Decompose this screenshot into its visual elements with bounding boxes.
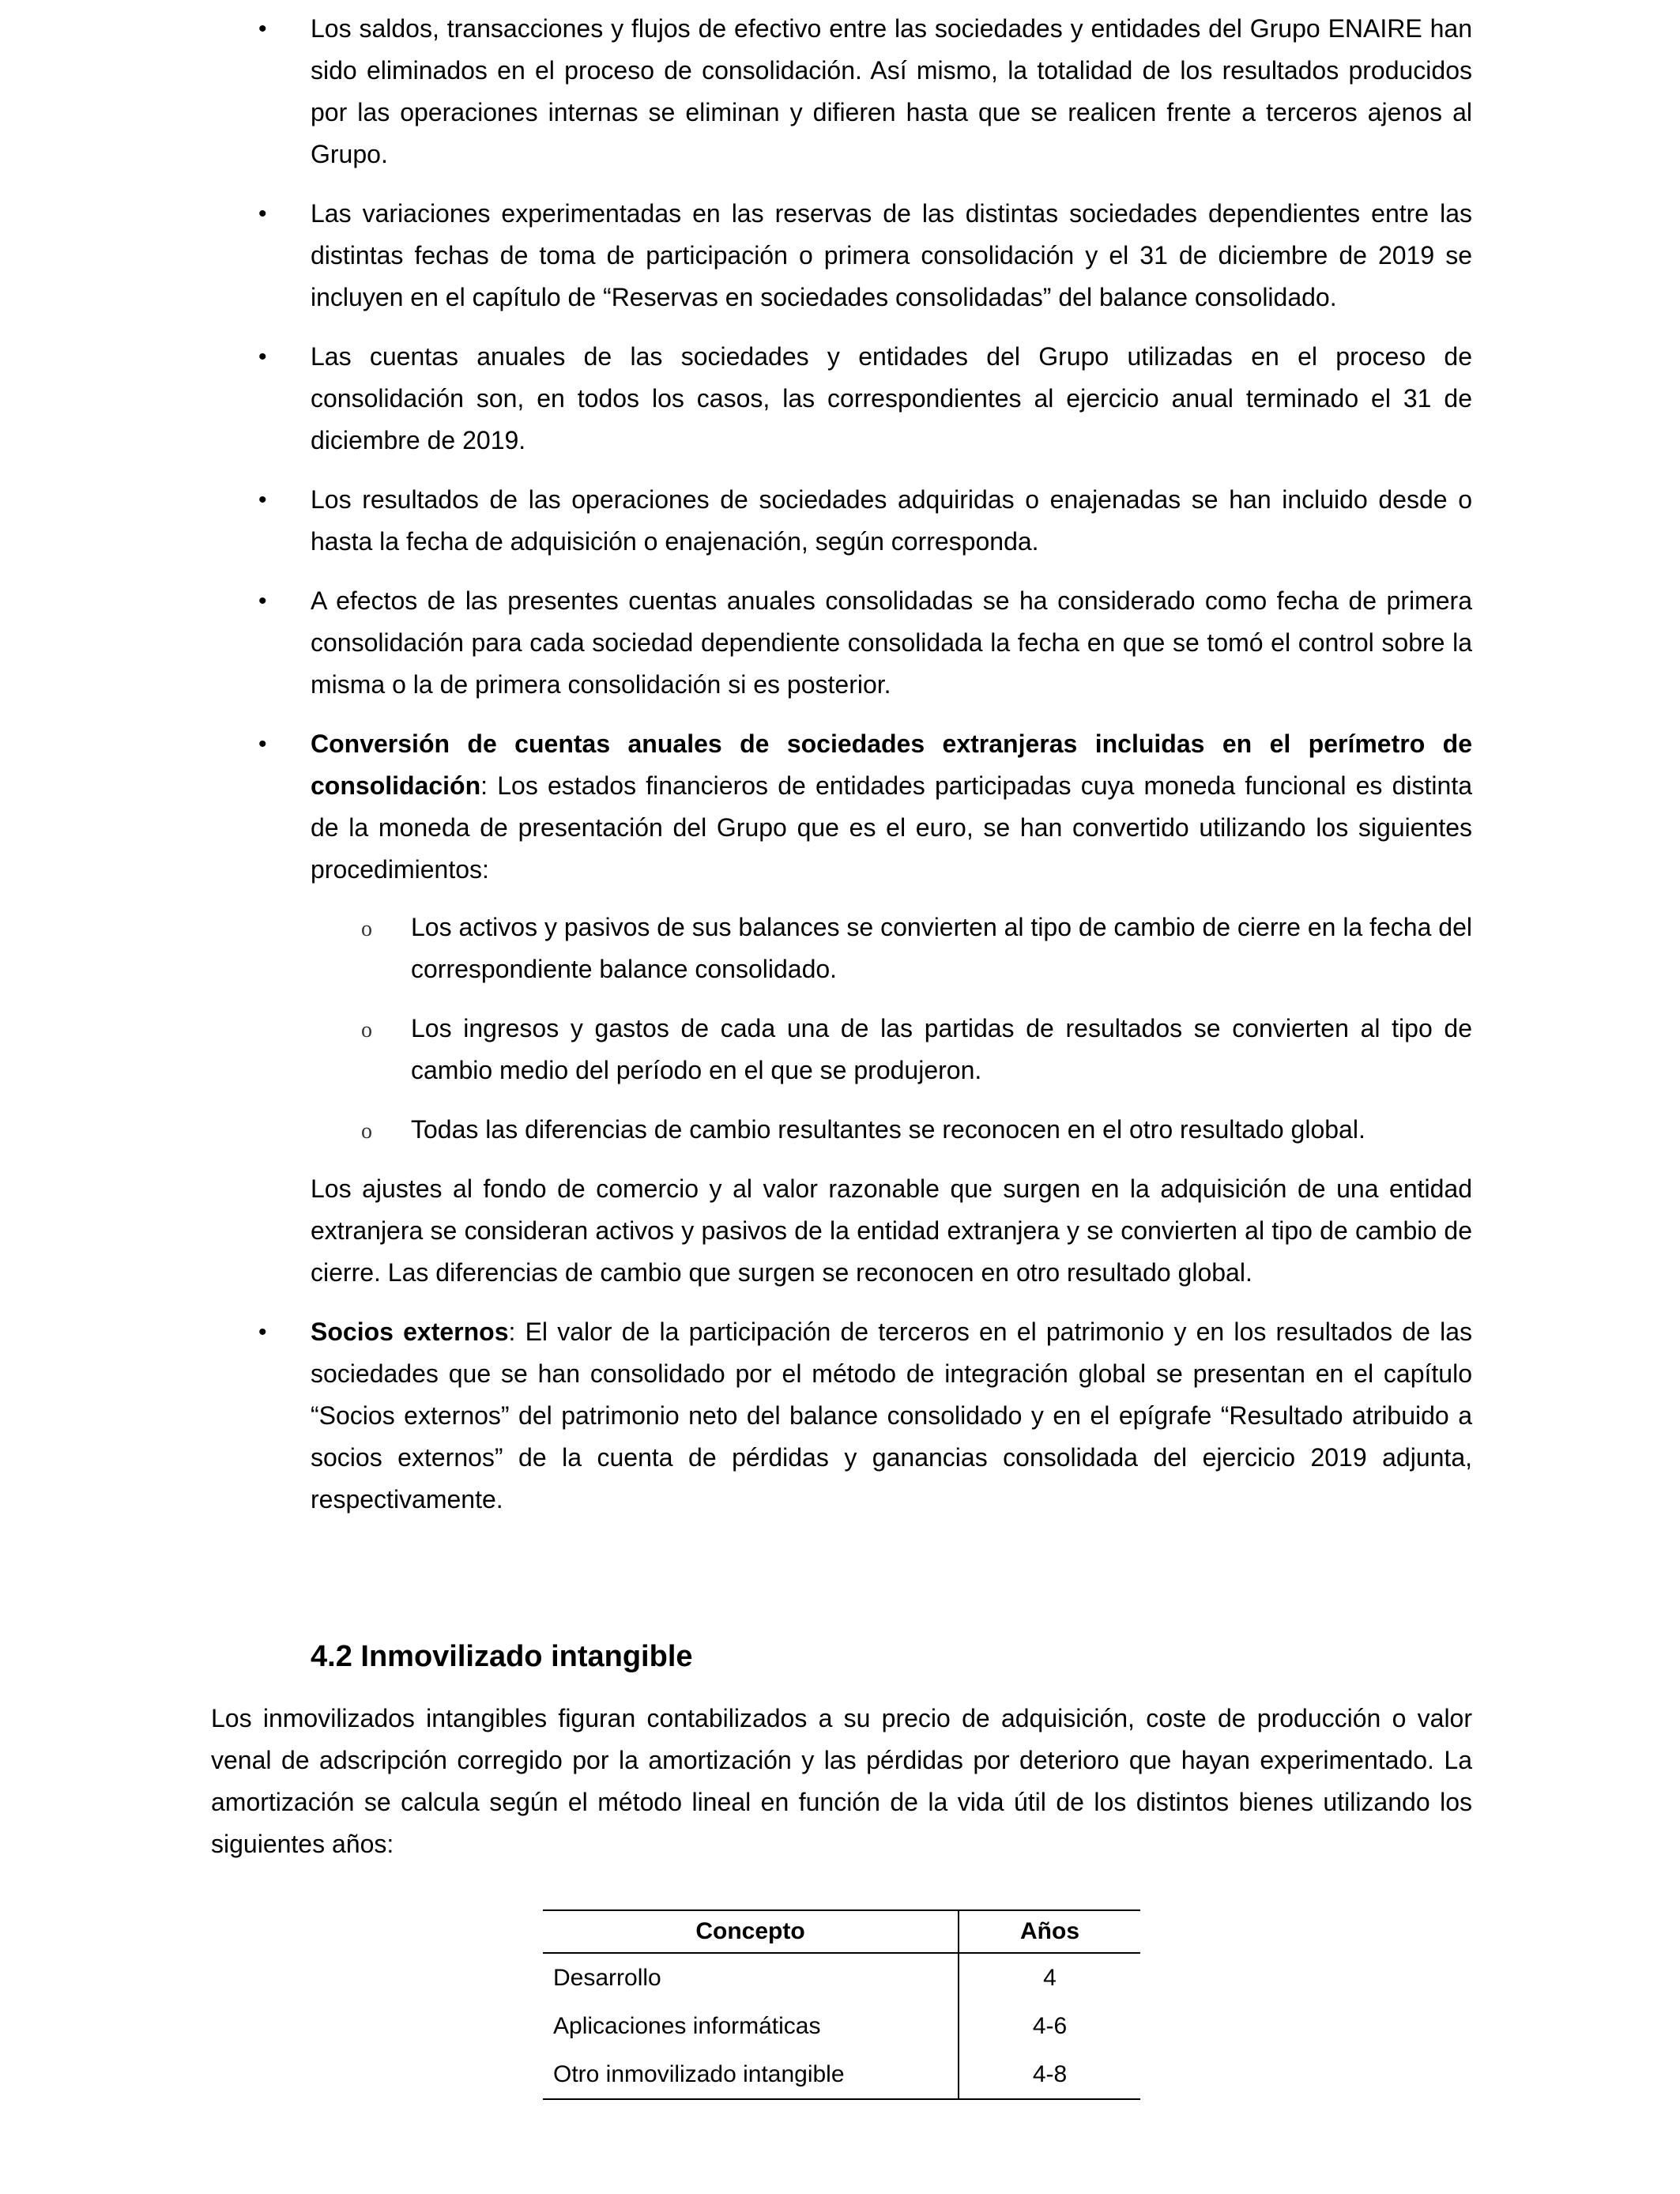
bullet-marker: • — [258, 201, 267, 227]
conversion-procedures-list — [311, 907, 1472, 1151]
bullet-bold-lead: Conversión de cuentas anuales de sociedades extranjeras incluidas en el perímetro de consolidación — [311, 729, 1472, 800]
bullet-item-saldos — [258, 8, 1472, 175]
bullet-marker: • — [258, 487, 267, 513]
bullet-item-cuentas-anuales — [258, 336, 1472, 462]
consolidation-bullet-list — [258, 8, 1473, 1538]
sub-bullet-marker: o — [361, 1018, 372, 1042]
amortization-table-container — [543, 1909, 1140, 2100]
table-cell-anos: 4 — [1043, 1964, 1057, 1991]
table-cell-anos: 4-6 — [1032, 2012, 1068, 2039]
bullet-item-primera-consolidacion — [258, 580, 1472, 706]
bullet-item-variaciones — [258, 193, 1472, 319]
sub-bullet-marker: o — [361, 1119, 372, 1144]
sub-item-diferencias — [311, 1109, 1472, 1151]
sub-item-text: Los activos y pasivos de sus balances se convierten al tipo de cambio de cierre en la fecha del correspondiente balance consolidado. — [411, 913, 1472, 983]
bullet-text: Los saldos, transacciones y flujos de efectivo entre las sociedades y entidades del Grupo ENAIRE han sido eliminados en el proceso de consolidación. Así mismo, la totalidad de los resultados producidos por las operaciones internas se eliminan y difieren hasta que se realicen frente a terceros ajenos al Grupo. — [311, 14, 1472, 168]
table-cell-anos: 4-8 — [959, 2050, 1140, 2099]
sub-bullet-marker: o — [361, 917, 372, 941]
table-row — [543, 1953, 1140, 2002]
bullet-marker: • — [258, 16, 267, 42]
sub-item-text: Todas las diferencias de cambio resultantes se reconocen en el otro resultado global. — [411, 1115, 1365, 1144]
bullet-text: Las cuentas anuales de las sociedades y entidades del Grupo utilizadas en el proceso de consolidación son, en todos los casos, las correspondientes al ejercicio anual terminado el 31 de diciembre de 2019. — [311, 342, 1472, 454]
bullet-item-socios-externos — [258, 1311, 1473, 1521]
bullet-marker: • — [258, 731, 267, 757]
bullet-item-resultados — [258, 479, 1472, 563]
column-header-anos: Años — [959, 1910, 1140, 1953]
sub-item-activos-pasivos — [311, 907, 1472, 990]
bullet-text: Los resultados de las operaciones de sociedades adquiridas o enajenadas se han incluido desde o hasta la fecha de adquisición o enajenación, según corresponda. — [311, 485, 1472, 556]
table-cell-concepto: Desarrollo — [543, 1953, 959, 2002]
bullet-text: : El valor de la participación de terceros en el patrimonio y en los resultados de las sociedades que se han consolidado por el método de integración global se presentan en el capítulo “Socios externos” del patrimonio neto del balance consolidado y en el epígrafe “Resultado atribuido a socios externos” de la cuenta de pérdidas y ganancias consolidada del ejercicio 2019 adjunta, respectivamente. — [311, 1318, 1473, 1514]
table-cell-concepto: Aplicaciones informáticas — [543, 2002, 959, 2050]
table-cell-concepto: Otro inmovilizado intangible — [543, 2050, 959, 2099]
bullet-bold-lead: Socios externos — [311, 1318, 509, 1346]
bullet-text: : Los estados financieros de entidades participadas cuya moneda funcional es distinta de la moneda de presentación del Grupo que es el euro, se han convertido utilizando los siguientes procedimientos: — [311, 771, 1472, 884]
table-row — [543, 2050, 1140, 2099]
bullet-text: A efectos de las presentes cuentas anuales consolidadas se ha considerado como fecha de primera consolidación para cada sociedad dependiente consolidada la fecha en que se tomó el control sobre la misma o la de primera consolidación si es posterior. — [311, 586, 1472, 699]
bullet-text: Las variaciones experimentadas en las reservas de las distintas sociedades dependientes entre las distintas fechas de toma de participación o primera consolidación y el 31 de diciembre de 2019 se incluyen en el capítulo de “Reservas en sociedades consolidadas” del balance consolidado. — [311, 199, 1472, 311]
amortization-table — [543, 1909, 1140, 2100]
bullet-marker: • — [258, 344, 267, 370]
bullet-item-conversion — [258, 723, 1472, 1294]
sub-item-ingresos-gastos — [311, 1008, 1472, 1091]
bullet-marker: • — [258, 588, 267, 614]
section-heading: 4.2 Inmovilizado intangible — [311, 1640, 693, 1673]
table-row — [543, 2002, 1140, 2050]
conversion-closing-paragraph: Los ajustes al fondo de comercio y al valor razonable que surgen en la adquisición de una entidad extranjera se consideran activos y pasivos de la entidad extranjera y se convierten al tipo de cambio de cierre. Las diferencias de cambio que surgen se reconocen en otro resultado global. — [311, 1174, 1472, 1287]
section-paragraph: Los inmovilizados intangibles figuran contabilizados a su precio de adquisición, coste de producción o valor venal de adscripción corregido por la amortización y las pérdidas por deterioro que hayan experimentado. La amortización se calcula según el método lineal en función de la vida útil de los distintos bienes utilizando los siguientes años: — [211, 1704, 1472, 1858]
sub-item-text: Los ingresos y gastos de cada una de las partidas de resultados se convierten al tipo de cambio medio del período en el que se produjeron. — [411, 1014, 1472, 1084]
column-header-concepto: Concepto — [543, 1910, 959, 1953]
bullet-marker: • — [258, 1319, 267, 1345]
table-header-row — [543, 1910, 1140, 1953]
